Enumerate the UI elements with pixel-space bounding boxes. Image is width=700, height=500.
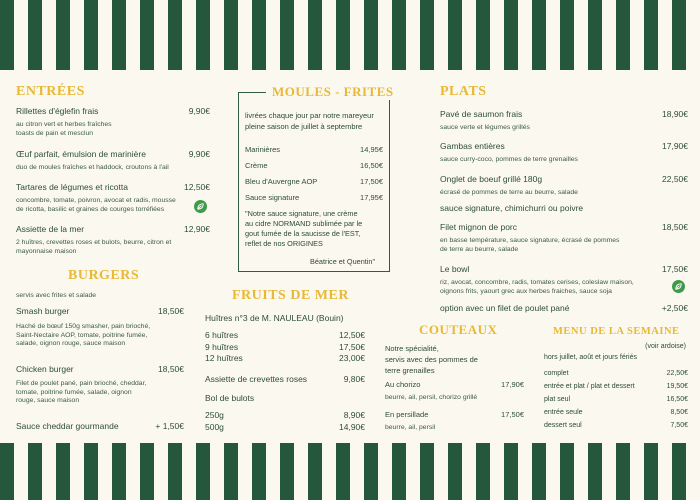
plats-title: PLATS <box>440 84 487 99</box>
list-item: entrée seule 8,50€ <box>544 409 688 416</box>
list-item: plat seul 16,50€ <box>544 396 688 403</box>
huitres-label: Huîtres n°3 de M. NAULEAU (Bouin) <box>205 313 344 323</box>
moules-title: MOULES - FRITES <box>266 84 400 100</box>
couteaux-title: COUTEAUX <box>419 322 498 337</box>
list-item: 500g 14,90€ <box>205 422 365 432</box>
burgers-note: servis avec frites et salade <box>16 292 97 299</box>
moules-intro: livrées chaque jour par notre mareyeur pleine saison de juillet à septembre <box>245 111 374 131</box>
item-desc: duo de moules fraîches et haddock, croutons à l'ail <box>16 164 169 171</box>
list-item: Le bowl 17,50€ <box>440 264 688 274</box>
item-desc: écrasé de pommes de terre au beurre, salade <box>440 189 578 196</box>
list-item: dessert seul 7,50€ <box>544 422 688 429</box>
list-item: Chicken burger 18,50€ <box>16 364 184 374</box>
item-desc: sauce curry-coco, pommes de terre grenailles <box>440 156 578 163</box>
entrees-title: ENTRÉES <box>16 84 85 99</box>
list-item: Œuf parfait, émulsion de marinière 9,90€ <box>16 149 210 159</box>
item-desc: en basse température, sauce signature, écrasé de pommes de terre au beurre, salade <box>440 237 620 253</box>
list-item: Bleu d'Auvergne AOP 17,50€ <box>245 177 383 186</box>
item-desc: riz, avocat, concombre, radis, tomates cerises, coleslaw maison, oignons frits, yaourt grec aux herbes fraiches, sauce soja <box>440 279 634 295</box>
item-desc: Filet de poulet pané, pain brioché, cheddar, tomate, poitrine fumée, salade, oignon rouge, sauce maison <box>16 380 147 404</box>
list-item: Marinières 14,95€ <box>245 145 383 154</box>
list-item: En persillade 17,50€ <box>385 410 524 419</box>
list-item: Tartares de légumes et ricotta 12,50€ <box>16 182 210 192</box>
menu-title: MENU DE LA SEMAINE <box>553 326 680 337</box>
item-desc: beurre, ail, persil <box>385 424 436 431</box>
fruits-title: FRUITS DE MER <box>232 288 349 303</box>
list-item: Pavé de saumon frais 18,90€ <box>440 109 688 119</box>
list-item: Sauce signature 17,95€ <box>245 193 383 202</box>
moules-signature: Béatrice et Quentin" <box>310 257 376 266</box>
list-item: complet 22,50€ <box>544 370 688 377</box>
list-item: 12 huîtres 23,00€ <box>205 353 365 363</box>
item-desc: au citron vert et herbes fraîches toasts de pain et mesclun <box>16 121 112 137</box>
list-item: Filet mignon de porc 18,50€ <box>440 222 688 232</box>
menu-subtitle: hors juillet, août et jours fériés <box>544 354 637 361</box>
item-desc: sauce verte et légumes grillés <box>440 124 530 131</box>
list-item: Rillettes d'églefin frais 9,90€ <box>16 106 210 116</box>
bulots-label: Bol de bulots <box>205 393 255 403</box>
couteaux-intro: Notre spécialité, servis avec des pommes de terre grenailles <box>385 344 478 375</box>
list-item: 9 huîtres 17,50€ <box>205 342 365 352</box>
item-desc: concombre, tomate, poivron, avocat et radis, mousse de ricotta, basilic et graines de courges torréfiées <box>16 197 176 213</box>
list-item: entrée et plat / plat et dessert 19,50€ <box>544 383 688 390</box>
list-item: Assiette de crevettes roses 9,80€ <box>205 374 365 384</box>
list-item: 6 huîtres 12,50€ <box>205 330 365 340</box>
list-item: Au chorizo 17,90€ <box>385 380 524 389</box>
top-stripes <box>0 0 700 70</box>
leaf-icon <box>194 200 207 213</box>
burgers-title: BURGERS <box>68 268 140 283</box>
list-item: Gambas entières 17,90€ <box>440 141 688 151</box>
list-item: Onglet de boeuf grillé 180g 22,50€ <box>440 174 688 184</box>
list-item: 250g 8,90€ <box>205 410 365 420</box>
bottom-stripes <box>0 443 700 500</box>
leaf-icon <box>672 280 685 293</box>
list-item: Crème 16,50€ <box>245 161 383 170</box>
item-desc: 2 huîtres, crevettes roses et bulots, beurre, citron et mayonnaise maison <box>16 239 172 255</box>
item-desc: Haché de bœuf 150g smasher, pain brioché, Saint-Nectaire AOP, tomate, poitrine fumée, salade, oignon rouge, sauce maison <box>16 323 151 347</box>
sauce-options: sauce signature, chimichurri ou poivre <box>440 203 584 213</box>
moules-quote: "Notre sauce signature, une crème au cidre NORMAND sublimée par le gout fumée de la saucisse de l'EST, reflet de nos ORIGINES <box>245 209 363 248</box>
menu-note: (voir ardoise) <box>645 343 686 350</box>
item-desc: beurre, ail, persil, chorizo grillé <box>385 394 478 401</box>
list-item: Smash burger 18,50€ <box>16 306 184 316</box>
list-item: Sauce cheddar gourmande + 1,50€ <box>16 421 184 431</box>
list-item: Assiette de la mer 12,90€ <box>16 224 210 234</box>
list-item: option avec un filet de poulet pané +2,50€ <box>440 303 688 313</box>
